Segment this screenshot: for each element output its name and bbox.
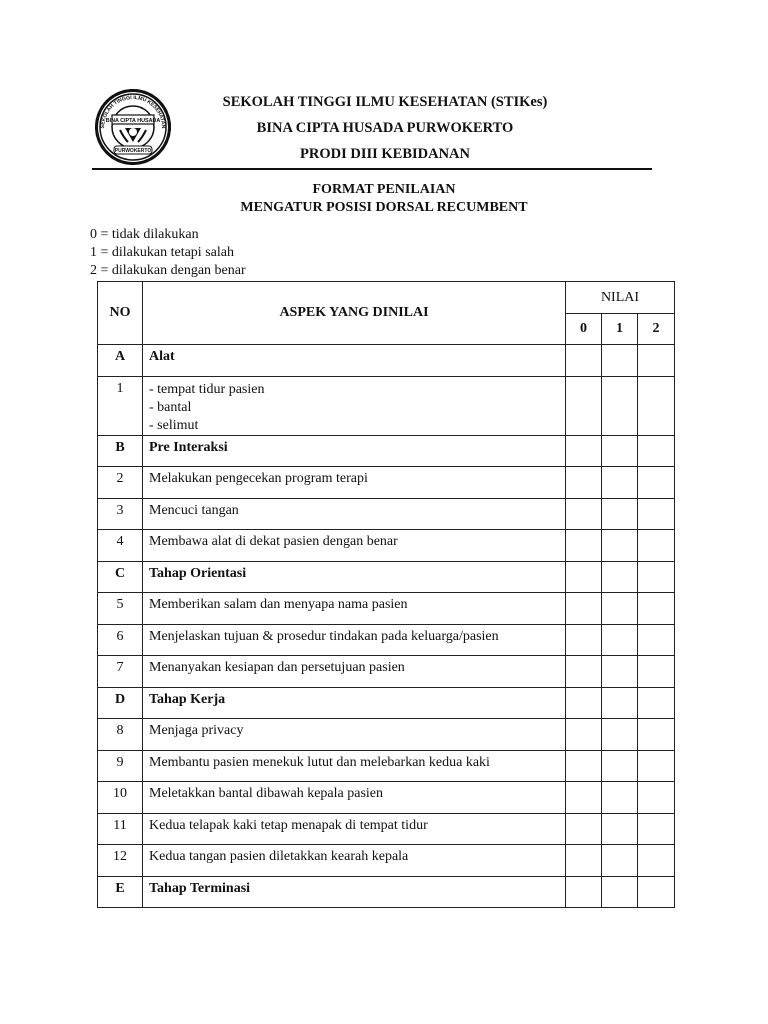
score-cell-1[interactable]	[602, 561, 638, 593]
score-cell-0[interactable]	[566, 498, 602, 530]
score-cell-1[interactable]	[602, 467, 638, 499]
score-cell-0[interactable]	[566, 624, 602, 656]
row-number: 3	[98, 498, 143, 530]
aspect-text: Mencuci tangan	[143, 498, 566, 530]
section-row	[98, 435, 675, 467]
score-cell-0[interactable]	[566, 876, 602, 908]
section-title: Tahap Orientasi	[143, 561, 566, 593]
row-number: 6	[98, 624, 143, 656]
col-header-aspek: ASPEK YANG DINILAI	[143, 282, 566, 345]
score-cell-0[interactable]	[566, 750, 602, 782]
row-number: 11	[98, 813, 143, 845]
score-cell-0[interactable]	[566, 687, 602, 719]
row-number: D	[98, 687, 143, 719]
score-cell-1[interactable]	[602, 750, 638, 782]
score-cell-1[interactable]	[602, 687, 638, 719]
table-row	[98, 376, 675, 435]
score-cell-1[interactable]	[602, 593, 638, 625]
score-cell-1[interactable]	[602, 845, 638, 877]
score-cell-0[interactable]	[566, 813, 602, 845]
row-number: 10	[98, 782, 143, 814]
row-number: B	[98, 435, 143, 467]
score-cell-0[interactable]	[566, 345, 602, 377]
legend-item: 0 = tidak dilakukan	[90, 227, 199, 242]
header-divider	[92, 168, 652, 170]
score-cell-0[interactable]	[566, 435, 602, 467]
assessment-table	[97, 281, 675, 908]
row-number: 4	[98, 530, 143, 562]
row-number: 9	[98, 750, 143, 782]
svg-text:PURWOKERTO: PURWOKERTO	[114, 148, 152, 155]
school-subname: BINA CIPTA HUSADA PURWOKERTO	[256, 120, 514, 136]
row-number: C	[98, 561, 143, 593]
aspect-text: Melakukan pengecekan program terapi	[143, 467, 566, 499]
score-cell-1[interactable]	[602, 813, 638, 845]
score-cell-1[interactable]	[602, 719, 638, 751]
school-name: SEKOLAH TINGGI ILMU KESEHATAN (STIKes)	[222, 94, 548, 110]
legend-item: 1 = dilakukan tetapi salah	[90, 245, 234, 260]
equipment-item: - selimut	[149, 417, 565, 435]
score-cell-2[interactable]	[638, 498, 675, 530]
table-row	[98, 782, 675, 814]
score-cell-2[interactable]	[638, 845, 675, 877]
score-cell-2[interactable]	[638, 624, 675, 656]
legend-item: 2 = dilakukan dengan benar	[90, 263, 246, 278]
row-number: 5	[98, 593, 143, 625]
score-cell-0[interactable]	[566, 656, 602, 688]
aspect-text	[143, 376, 566, 435]
svg-text:BINA CIPTA HUSADA: BINA CIPTA HUSADA	[105, 117, 161, 124]
score-cell-0[interactable]	[566, 561, 602, 593]
score-cell-1[interactable]	[602, 530, 638, 562]
score-cell-1[interactable]	[602, 376, 638, 435]
table-row	[98, 624, 675, 656]
aspect-text: Kedua telapak kaki tetap menapak di tempat tidur	[143, 813, 566, 845]
score-header-0: 0	[566, 314, 602, 345]
score-cell-0[interactable]	[566, 719, 602, 751]
row-number: A	[98, 345, 143, 377]
aspect-text: Menjelaskan tujuan & prosedur tindakan pada keluarga/pasien	[143, 624, 566, 656]
score-cell-2[interactable]	[638, 435, 675, 467]
aspect-text: Membawa alat di dekat pasien dengan benar	[143, 530, 566, 562]
program-name: PRODI DIII KEBIDANAN	[300, 146, 470, 162]
score-cell-2[interactable]	[638, 561, 675, 593]
score-cell-2[interactable]	[638, 782, 675, 814]
row-number: 12	[98, 845, 143, 877]
score-cell-2[interactable]	[638, 687, 675, 719]
score-cell-2[interactable]	[638, 813, 675, 845]
score-cell-2[interactable]	[638, 750, 675, 782]
score-cell-2[interactable]	[638, 376, 675, 435]
form-title: FORMAT PENILAIAN	[312, 182, 456, 197]
aspect-text: Memberikan salam dan menyapa nama pasien	[143, 593, 566, 625]
score-cell-2[interactable]	[638, 530, 675, 562]
section-row	[98, 876, 675, 908]
score-cell-2[interactable]	[638, 345, 675, 377]
aspect-text: Kedua tangan pasien diletakkan kearah kepala	[143, 845, 566, 877]
score-cell-1[interactable]	[602, 624, 638, 656]
section-title: Tahap Kerja	[143, 687, 566, 719]
table-row	[98, 845, 675, 877]
aspect-text: Menjaga privacy	[143, 719, 566, 751]
table-row	[98, 530, 675, 562]
col-header-nilai: NILAI	[566, 282, 675, 314]
score-cell-1[interactable]	[602, 345, 638, 377]
score-cell-0[interactable]	[566, 376, 602, 435]
table-row	[98, 593, 675, 625]
equipment-item: - bantal	[149, 399, 565, 417]
section-title: Tahap Terminasi	[143, 876, 566, 908]
score-cell-1[interactable]	[602, 782, 638, 814]
score-cell-1[interactable]	[602, 435, 638, 467]
aspect-text: Membantu pasien menekuk lutut dan melebarkan kedua kaki	[143, 750, 566, 782]
row-number: 7	[98, 656, 143, 688]
col-header-no: NO	[98, 282, 143, 345]
score-cell-1[interactable]	[602, 876, 638, 908]
table-row	[98, 498, 675, 530]
section-row	[98, 561, 675, 593]
score-cell-2[interactable]	[638, 876, 675, 908]
section-title: Alat	[143, 345, 566, 377]
section-title: Pre Interaksi	[143, 435, 566, 467]
section-row	[98, 345, 675, 377]
equipment-list	[149, 381, 565, 435]
score-cell-0[interactable]	[566, 530, 602, 562]
svg-text:SEKOLAH TINGGI ILMU KESEHATAN: SEKOLAH TINGGI ILMU KESEHATAN	[99, 95, 167, 129]
score-cell-0[interactable]	[566, 467, 602, 499]
aspect-text: Menanyakan kesiapan dan persetujuan pasien	[143, 656, 566, 688]
score-cell-0[interactable]	[566, 782, 602, 814]
table-row	[98, 813, 675, 845]
table-row	[98, 750, 675, 782]
score-cell-2[interactable]	[638, 593, 675, 625]
row-number: 2	[98, 467, 143, 499]
row-number: 8	[98, 719, 143, 751]
row-number: E	[98, 876, 143, 908]
row-number: 1	[98, 376, 143, 435]
institution-logo	[90, 86, 176, 168]
score-cell-2[interactable]	[638, 719, 675, 751]
table-row	[98, 656, 675, 688]
score-cell-2[interactable]	[638, 656, 675, 688]
aspect-text: Meletakkan bantal dibawah kepala pasien	[143, 782, 566, 814]
table-row	[98, 467, 675, 499]
score-cell-1[interactable]	[602, 498, 638, 530]
score-cell-0[interactable]	[566, 845, 602, 877]
score-cell-1[interactable]	[602, 656, 638, 688]
score-header-1: 1	[602, 314, 638, 345]
score-header-2: 2	[638, 314, 675, 345]
score-cell-2[interactable]	[638, 467, 675, 499]
form-subtitle: MENGATUR POSISI DORSAL RECUMBENT	[240, 200, 528, 215]
equipment-item: - tempat tidur pasien	[149, 381, 565, 399]
score-cell-0[interactable]	[566, 593, 602, 625]
section-row	[98, 687, 675, 719]
table-row	[98, 719, 675, 751]
